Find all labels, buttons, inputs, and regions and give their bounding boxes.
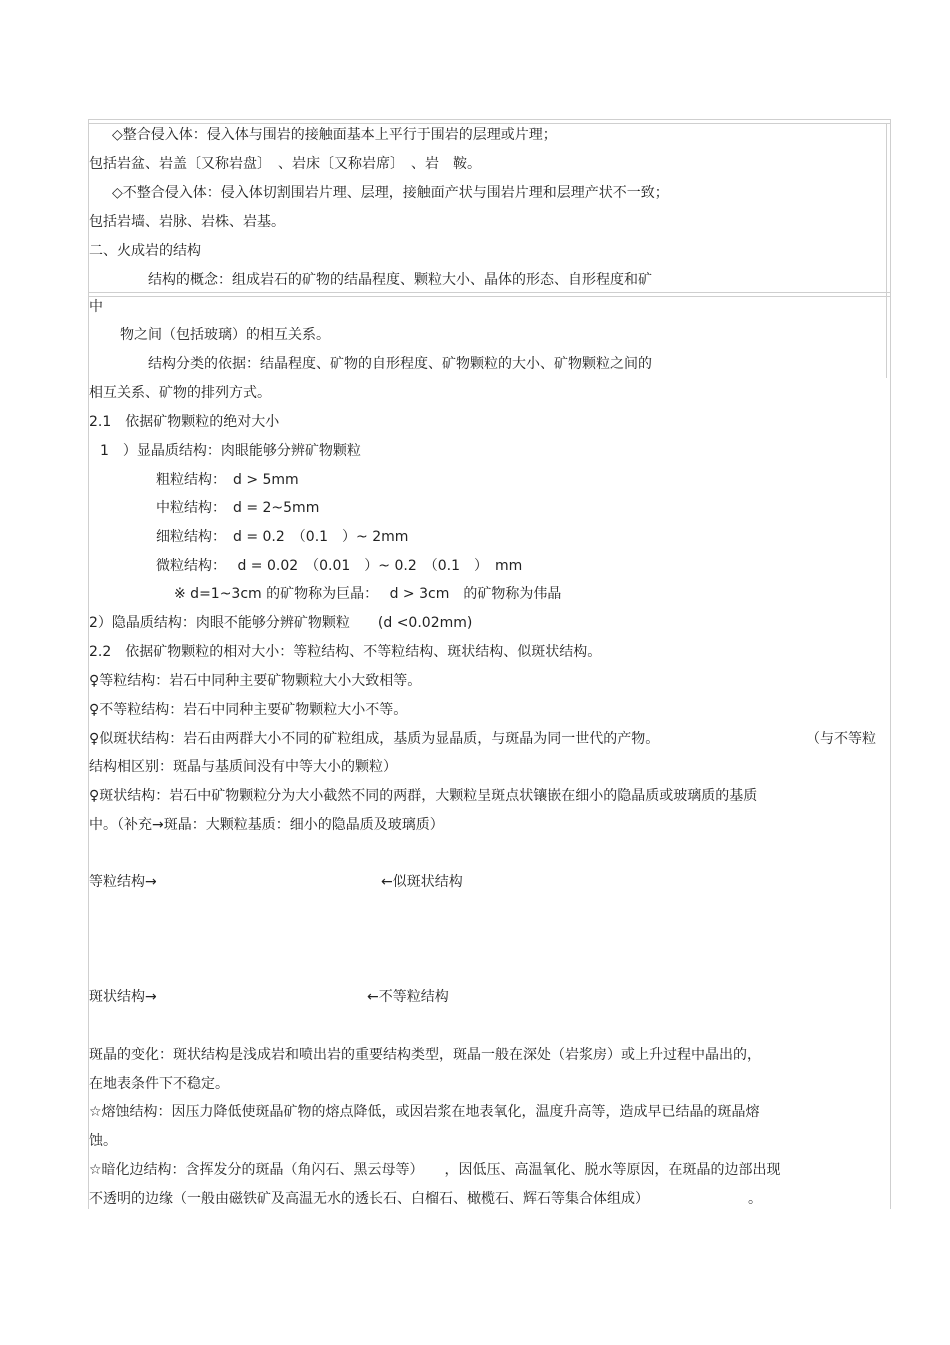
text-line: 中。（补充→斑晶：大颗粒基质：细小的隐晶质及玻璃质） — [89, 817, 444, 833]
diagram-label: 等粒结构→ — [89, 874, 157, 890]
text-line: ♀等粒结构：岩石中同种主要矿物颗粒大小大致相等。 — [89, 673, 422, 689]
text-line: ♀似斑状结构：岩石由两群大小不同的矿粒组成，基质为显晶质，与斑晶为同一世代的产物。 — [89, 731, 660, 747]
text-line: ※ d=1~3cm 的矿物称为巨晶： d > 3cm 的矿物称为伟晶 — [174, 586, 562, 602]
text-line: 相互关系、矿物的排列方式。 — [89, 385, 271, 401]
section-heading: 二、火成岩的结构 — [89, 243, 201, 259]
top-border-inner — [88, 123, 891, 124]
text-line: ◇整合侵入体：侵入体与围岩的接触面基本上平行于围岩的层理或片理； — [112, 127, 557, 143]
diagram-label: ←似斑状结构 — [381, 874, 463, 890]
text-line: ♀斑状结构：岩石中矿物颗粒分为大小截然不同的两群，大颗粒呈斑点状镶嵌在细小的隐晶质或玻璃质的基质 — [89, 788, 758, 804]
right-border-inner — [886, 123, 887, 378]
text-line: 中粒结构： d = 2~5mm — [156, 500, 320, 516]
text-line: 。 — [748, 1191, 762, 1207]
right-border — [890, 119, 891, 1209]
text-line: 在地表条件下不稳定。 — [89, 1076, 229, 1092]
text-line: 包括岩盆、岩盖〔又称岩盘〕 、岩床〔又称岩席〕 、岩 鞍。 — [89, 156, 481, 172]
subsection-heading: 2.2 依据矿物颗粒的相对大小：等粒结构、不等粒结构、斑状结构、似斑状结构。 — [89, 644, 602, 660]
text-line: 2）隐晶质结构：肉眼不能够分辨矿物颗粒 (d <0.02mm) — [89, 615, 473, 631]
text-line: 中 — [89, 299, 103, 315]
text-line: 不透明的边缘（一般由磁铁矿及高温无水的透长石、白榴石、橄榄石、辉石等集合体组成） — [89, 1191, 649, 1207]
text-line: 结构的概念：组成岩石的矿物的结晶程度、颗粒大小、晶体的形态、自形程度和矿 — [148, 272, 652, 288]
mid-border-inner — [88, 296, 891, 297]
text-line: ☆暗化边结构：含挥发分的斑晶（角闪石、黑云母等） ，因低压、高温氧化、脱水等原因，在斑晶的边部出现 — [89, 1162, 781, 1178]
subsection-heading: 2.1 依据矿物颗粒的绝对大小 — [89, 414, 280, 430]
diagram-label: ←不等粒结构 — [367, 989, 449, 1005]
mid-border — [88, 292, 891, 293]
text-line: 斑晶的变化：斑状结构是浅成岩和喷出岩的重要结构类型，斑晶一般在深处（岩浆房）或上升过程中晶出的， — [89, 1047, 761, 1063]
text-line: 粗粒结构： d > 5mm — [156, 472, 299, 488]
text-line: 蚀。 — [89, 1133, 117, 1149]
text-line: 包括岩墙、岩脉、岩株、岩基。 — [89, 214, 285, 230]
text-line: ♀不等粒结构：岩石中同种主要矿物颗粒大小不等。 — [89, 702, 408, 718]
text-line: ◇不整合侵入体：侵入体切割围岩片理、层理，接触面产状与围岩片理和层理产状不一致； — [112, 185, 669, 201]
text-line: 细粒结构： d = 0.2 （0.1 ）~ 2mm — [156, 529, 409, 545]
text-line: 微粒结构： d = 0.02 （0.01 ）~ 0.2 （0.1 ） mm — [156, 558, 523, 574]
text-line: 物之间（包括玻璃）的相互关系。 — [120, 327, 330, 343]
diagram-label: 斑状结构→ — [89, 989, 157, 1005]
top-border — [88, 119, 891, 120]
text-line: ☆熔蚀结构：因压力降低使斑晶矿物的熔点降低，或因岩浆在地表氧化，温度升高等，造成早已结晶的斑晶熔 — [89, 1104, 760, 1120]
text-line: 1 ）显晶质结构：肉眼能够分辨矿物颗粒 — [100, 443, 361, 459]
text-line: （与不等粒 — [806, 731, 876, 747]
text-line: 结构分类的依据：结晶程度、矿物的自形程度、矿物颗粒的大小、矿物颗粒之间的 — [148, 356, 652, 372]
text-line: 结构相区别：斑晶与基质间没有中等大小的颗粒） — [89, 759, 397, 775]
